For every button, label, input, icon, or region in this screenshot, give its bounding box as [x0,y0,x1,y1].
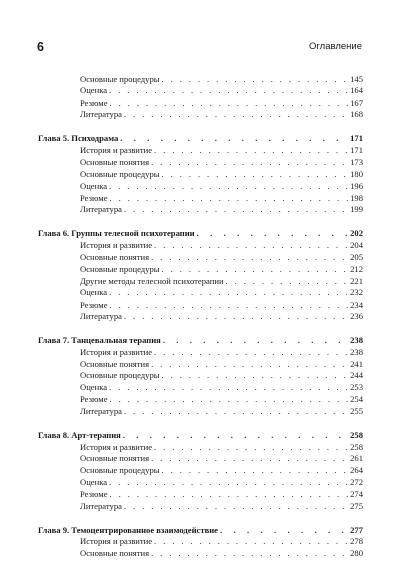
toc-entry-row [80,108,363,120]
toc-entry-title: Резюме [80,192,108,203]
toc-entry-row [80,168,363,180]
toc-page-number: 171 [350,145,363,156]
toc-entry-row [80,358,363,370]
toc-entry-title: Литература [80,204,122,215]
toc-entry-title: Оценка [80,477,108,488]
toc-entry-title: Резюме [80,299,108,310]
toc-dot-leader [110,193,349,204]
toc-dot-leader [124,406,348,417]
toc-page-number: 277 [350,524,363,535]
toc-entry-title: Литература [80,500,122,511]
toc-page-number: 254 [350,394,363,405]
toc-entry-row [80,405,363,417]
toc-dot-leader [110,489,349,500]
toc-chapter-title: Глава 8. Арт-терапия [38,430,121,440]
toc-entry-title: Основные процедуры [80,169,160,180]
toc-page-number: 221 [350,275,363,286]
toc-entry-row [80,369,363,381]
toc-dot-leader [197,228,349,239]
toc-page-number: 204 [350,239,363,250]
toc-entry-title: Основные процедуры [80,370,160,381]
toc-dot-leader [151,359,348,370]
toc-dot-leader [120,133,348,144]
toc-chapter-row [38,429,363,441]
toc-dot-leader [162,370,349,381]
toc-entry-title: Основные понятия [80,251,150,262]
toc-chapter-title: Глава 6. Группы телесной психотерапии [38,228,195,239]
toc-page-number: 272 [350,477,363,488]
toc-entry-row [80,476,363,488]
toc-entry-row [80,393,363,405]
toc-page-number: 238 [350,346,363,357]
toc-dot-leader [154,347,348,358]
toc-entry-row [80,263,363,275]
toc-page-number: 278 [350,536,363,547]
running-title: Оглавление [309,41,362,52]
toc-entry-row [80,441,363,453]
toc-entry-row [80,381,363,393]
toc-dot-leader [162,169,349,180]
toc-page-number: 280 [350,548,363,559]
toc-entry-row [80,73,363,85]
toc-entry-title: Литература [80,109,122,120]
toc-page-number: 264 [350,464,363,475]
toc-chapter-title: Глава 7. Танцевальная терапия [38,335,161,346]
toc-entry-title: История и развитие [80,346,153,357]
toc-page-number: 173 [350,156,363,167]
toc-entry-title: Оценка [80,381,108,392]
toc-dot-leader [154,442,348,453]
toc-dot-leader [109,181,348,192]
toc-dot-leader [124,109,348,120]
toc-entry-title: Основные процедуры [80,73,160,84]
toc-entry-row [80,156,363,168]
toc-entry-row [80,192,363,204]
toc-page-number: 274 [350,489,363,499]
toc-entry-row [80,500,363,512]
toc-page-number: 234 [350,299,363,310]
toc-dot-leader [154,145,348,156]
toc-chapter-title: Глава 9. Темоцентрированное взаимодействие [38,524,218,535]
toc-page-number: 199 [350,204,363,215]
toc-entry-title: Оценка [80,287,108,298]
toc-page-number: 212 [350,263,363,274]
toc-entry-row [80,452,363,464]
toc-page-number: 202 [350,228,363,239]
toc-chapter-row [38,227,363,239]
toc-dot-leader [162,74,349,85]
toc-dot-leader [162,465,349,476]
toc-dot-leader [154,240,348,251]
page-number: 6 [37,40,44,54]
toc-entry-title: История и развитие [80,536,153,547]
toc-entry-title: Резюме [80,97,108,108]
toc-page-number: 171 [350,132,363,143]
toc-dot-leader [163,335,348,346]
toc-chapter-row [38,334,363,346]
toc-page-number: 258 [350,441,363,452]
toc-dot-leader [109,382,348,393]
toc-page-number: 244 [350,370,363,381]
toc-entry-title: Резюме [80,489,108,499]
toc-page-number: 145 [350,73,363,84]
toc-entry-title: Основные понятия [80,548,150,559]
toc-entry-title: Основные процедуры [80,263,160,274]
page-header [37,40,362,56]
toc-entry-row [80,84,363,96]
toc-page-number: 238 [350,335,363,346]
toc-entry-row [80,535,363,547]
toc-entry-title: Оценка [80,180,108,191]
toc-entry-row [80,275,363,287]
toc-entry-row [80,251,363,263]
toc-chapter-title: Глава 5. Психодрама [38,132,119,143]
toc-page-number: 255 [350,405,363,416]
toc-page-number: 167 [350,97,363,108]
toc-dot-leader [109,85,348,96]
toc-page-number: 180 [350,169,363,180]
toc-entry-title: Литература [80,405,122,416]
toc-dot-leader [109,477,348,488]
toc-chapter-row [38,524,363,536]
toc-page-number: 232 [350,287,363,298]
toc-entry-title: Основные понятия [80,358,150,369]
toc-entry-row [80,239,363,251]
toc-entry-title: Другие методы телесной психотерапии [80,275,224,286]
toc-chapter-row [38,132,363,144]
toc-page-number: 253 [350,381,363,392]
toc-page-number: 236 [350,311,363,322]
toc-entry-title: Литература [80,311,122,322]
toc-entry-row [80,310,363,322]
toc-dot-leader [151,548,348,559]
toc-dot-leader [110,98,349,109]
toc-entry-row [80,346,363,358]
toc-page-number: 164 [350,85,363,96]
toc-page-number: 261 [350,453,363,464]
toc-entry-row [80,180,363,192]
toc-page-number: 258 [350,430,363,440]
toc-entry-row [80,144,363,156]
toc-entry-title: Основные понятия [80,453,150,464]
toc-entry-row [80,488,363,500]
toc-page-number: 198 [350,192,363,203]
toc-dot-leader [162,264,349,275]
toc-entry-row [80,97,363,109]
toc-entry-row [80,203,363,215]
toc-dot-leader [154,536,348,547]
toc-entry-title: История и развитие [80,239,153,250]
toc-entry-title: Основные процедуры [80,464,160,475]
toc-entry-row [80,286,363,298]
toc-dot-leader [220,525,348,536]
toc-dot-leader [151,252,348,263]
toc-entry-row [80,464,363,476]
toc-entry-title: История и развитие [80,145,153,156]
toc-dot-leader [123,430,348,441]
toc-entry-title: Резюме [80,394,108,405]
toc-dot-leader [151,453,348,464]
toc-entry-title: Основные понятия [80,156,150,167]
toc-entry-title: Оценка [80,85,108,96]
toc-dot-leader [226,276,349,287]
toc-page-number: 275 [350,500,363,511]
toc-dot-leader [109,287,348,298]
toc-dot-leader [124,311,348,322]
toc-page-number: 205 [350,251,363,262]
toc-dot-leader [110,394,349,405]
toc-dot-leader [124,501,348,512]
toc-dot-leader [151,157,348,168]
toc-page-number: 241 [350,358,363,369]
toc-page-number: 196 [350,180,363,191]
toc-page-number: 168 [350,109,363,120]
toc-dot-leader [124,204,348,215]
toc-entry-row [80,299,363,311]
toc-entry-row [80,547,363,559]
toc-dot-leader [110,300,349,311]
toc-entry-title: История и развитие [80,441,153,452]
